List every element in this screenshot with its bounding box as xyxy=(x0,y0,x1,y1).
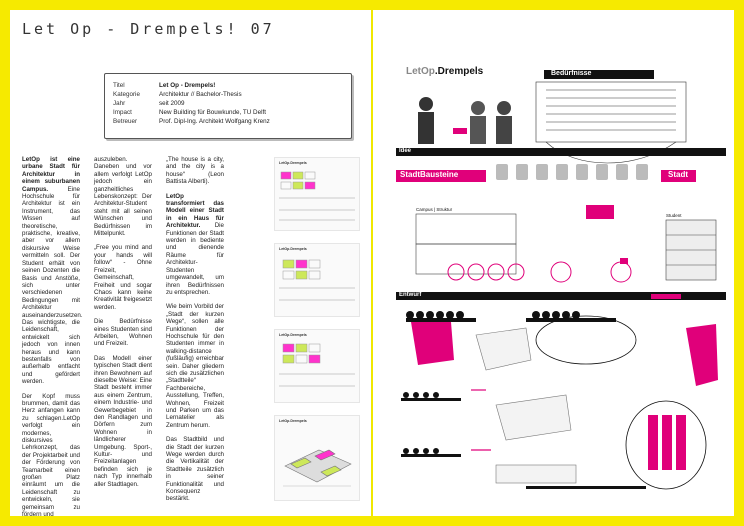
poster-brand-b: .Drempels xyxy=(434,66,484,77)
paragraph: „Free you mind and your hands will follow“ - Ohne Freizeit, Gemeinschaft, Freiheit und sogar Chaos kann keine Kreativität freigesetzt werden. xyxy=(94,244,152,311)
poster-section-idee: Idee xyxy=(399,148,412,154)
thumbnail-drawing xyxy=(275,330,359,402)
meta-key: Jahr xyxy=(113,100,126,107)
meta-value: New Building für Bouwkunde, TU Delft xyxy=(159,109,266,116)
meta-value: Architektur // Bachelor-Thesis xyxy=(159,91,242,98)
poster-section-entwurf: Entwurf xyxy=(399,292,422,298)
arrows xyxy=(471,390,491,450)
poster-needs-label: Bedürfnisse xyxy=(551,70,592,77)
thumbnail-drawing xyxy=(275,244,359,316)
circle-diagram xyxy=(448,262,631,282)
paragraph: Der Kopf muss brummen, damit das Herz anfangen kann zu schlagen.LetOp verfolgt ein modernes, diskursives Lehrkonzept, das der Projektarbeit und der Förderung von Teamarbeit einen großen Platz einräumt um die Leidenschaft zu entwickeln, sie gemeinsam zu fördern und xyxy=(22,392,80,519)
poster-bausteine-title xyxy=(400,171,458,178)
meta-value: Prof. Dipl-Ing. Architekt Wolfgang Krenz xyxy=(159,118,270,125)
meta-value: Let Op - Drempels! xyxy=(159,82,216,89)
body-text: Eine Hochschule für Architektur ist ein Instrument, das Wissen auf theoretische, praktische, kreative, aber vor allem diskursive Weise vermitteln soll. Der Student erhält von seinen Dozenten die Basis und Anstöße, sich unter verschiedenen Bedingungen mit Architektur auseinanderzusetzen. Das wichtigste, die Leidenschaft, entwickelt sich jedoch von innen heraus und kann bestenfalls von außerhalb entfacht und gefördert werden. xyxy=(22,185,83,386)
poster-brand xyxy=(406,68,483,75)
thumbnail-poster-3 xyxy=(274,329,360,403)
header-figures xyxy=(418,97,512,144)
page-title: Let Op - Drempels! 07 xyxy=(22,20,275,38)
thumbnail-title: LetOp.Drempels xyxy=(279,247,307,251)
building-icons xyxy=(496,164,648,180)
thumbnail-drawing xyxy=(275,416,359,500)
paragraph xyxy=(22,156,83,386)
page-fold xyxy=(371,0,373,526)
thumbnail-title: LetOp.Drempels xyxy=(279,333,307,337)
paragraph: Das Modell einer typischen Stadt dient ihren Bewohnern auf dieselbe Weise: Eine Stadt besteht immer aus einem Zentrum, einem Industrie- und Gewerbegebiet in den Randlagen und Dörfern zum Wohnen in ländlicherer Umgebung. Sport-, Kultur- und Freizeitanlagen befinden sich je nach Typ innerhalb aller Stadtlagen. xyxy=(94,354,152,488)
thumbnail-poster-1 xyxy=(274,157,360,231)
paragraph: „The house is a city, and the city is a house“ (Leon Battista Alberti). xyxy=(166,156,224,186)
thumbnail-drawing xyxy=(275,158,359,230)
meta-key: Betreuer xyxy=(113,118,138,125)
text-column-3 xyxy=(166,156,224,510)
text-column-1 xyxy=(22,156,83,526)
paragraph: auszuleben. Daneben und vor allem verfolgt LetOp jedoch ein ganzheitliches Lebenskonzept: Der Architektur-Student steht mit all seinen Wünschen und Bedürfnissen im Mittelpunkt. xyxy=(94,156,152,238)
poster-bausteine-b: Bausteine xyxy=(420,170,459,179)
poster-bausteine-a: Stadt xyxy=(400,170,420,179)
skyline-silhouette-1 xyxy=(406,311,616,322)
poster-campus-label: Campus | Struktur xyxy=(416,207,453,212)
poster-stadt-label: Stadt xyxy=(668,170,688,179)
paragraph: Die Bedürfnisse eines Studenten sind Arbeiten, Wohnen und Freizeit. xyxy=(94,318,152,348)
thumbnail-poster-4 xyxy=(274,415,360,501)
poster-brand-a: LetOp xyxy=(406,66,435,77)
poster-student-label: Student xyxy=(666,213,682,218)
meta-key: Titel xyxy=(113,82,125,89)
paragraph xyxy=(166,193,224,297)
thumbnail-title: LetOp.Drempels xyxy=(279,161,307,165)
campus-structure-diagram xyxy=(416,214,716,280)
lead-text: LetOp ist eine urbane Stadt für Architektur in einem suburbanen Campus. xyxy=(22,156,80,193)
site-plans xyxy=(476,328,576,483)
text-column-2 xyxy=(94,156,152,495)
thumbnail-poster-2 xyxy=(274,243,360,317)
meta-key: Impact xyxy=(113,109,132,116)
paragraph: Wie beim Vorbild der „Stadt der kurzen Wege“, sollen alle Funktionen der Hochschule für den Studenten immer in walking-distance (fußläufig) erreichbar sein. Daher gliedern sich die zusätzlichen „Stadtteile“ Fachbereiche, Ausstellung, Treffen, Wohnen, Freizeit und Parken um das Lernatelier als Zentrum herum. xyxy=(166,303,224,429)
poster-graphics xyxy=(396,60,726,504)
thumbnail-title: LetOp.Drempels xyxy=(279,419,307,423)
body-text: Die Funktionen der Stadt werden in bediente und dienende Räume für Architektur-Studenten umgewandelt, um ihren Bedürfnissen zu entsprechen. xyxy=(166,222,224,296)
project-metadata-box xyxy=(104,73,352,139)
lead-text: LetOp transformiert das Modell einer Stadt in ein Haus für Architektur. xyxy=(166,192,224,230)
paragraph: Das Stadtbild und die Stadt der kurzen Wege werden durch die Vertikalität der Stadtteile zusätzlich in seiner Funktionalität und Konsequenz bestärkt. xyxy=(166,436,224,503)
poster-image xyxy=(396,60,726,504)
meta-key: Kategorie xyxy=(113,91,140,98)
meta-value: seit 2009 xyxy=(159,100,185,107)
